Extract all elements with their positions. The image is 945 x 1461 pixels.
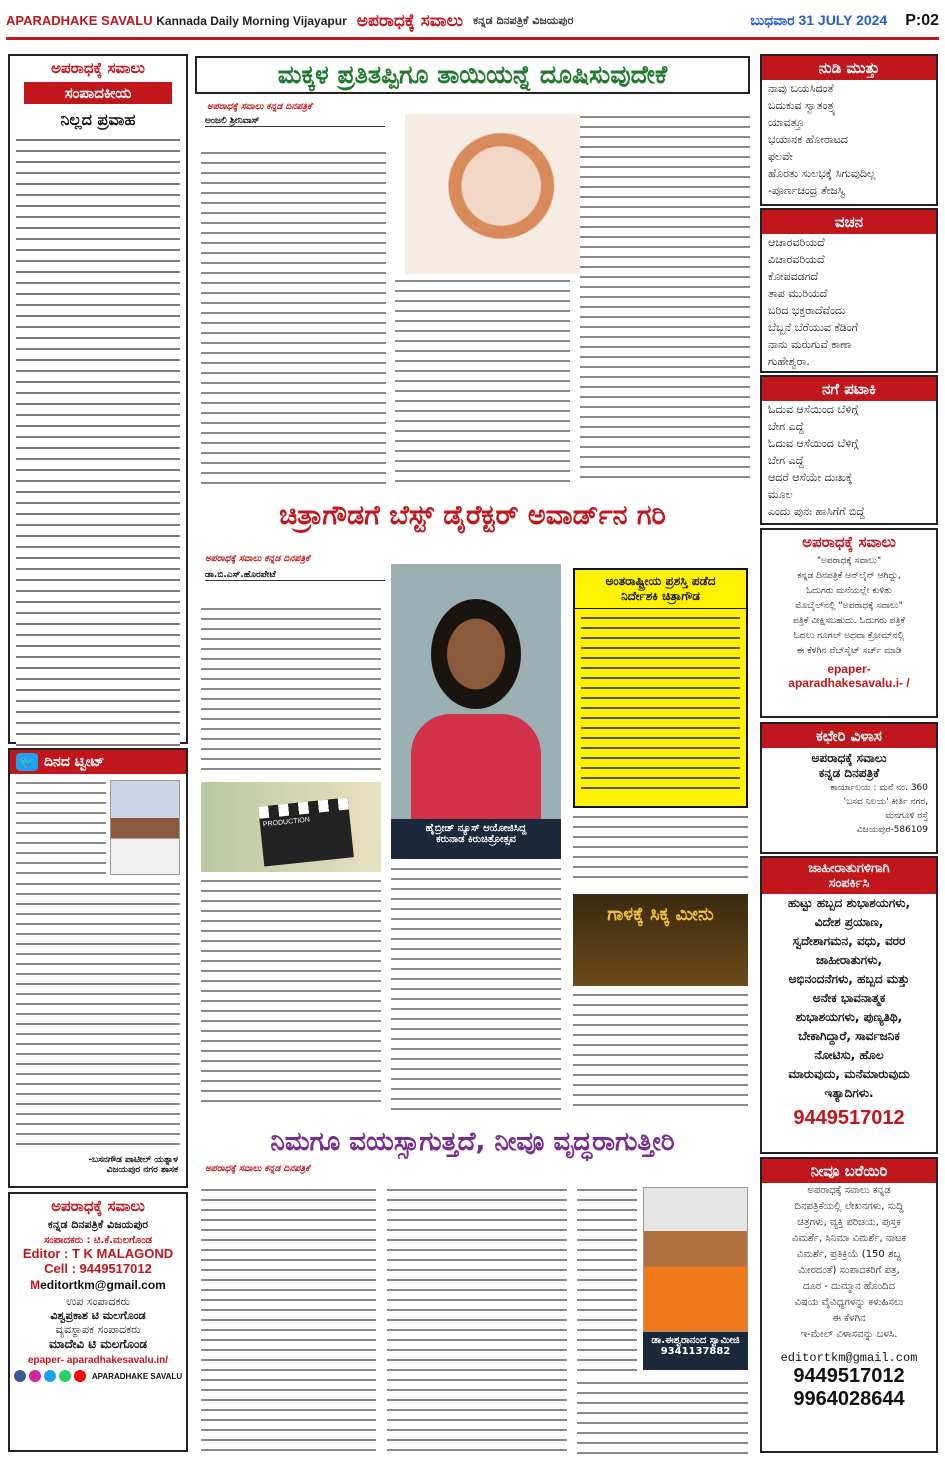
masthead-name: APARADHAKE SAVALU Kannada Daily Morning Vijayapur [6,13,347,28]
article-2-col-1-top [201,606,381,776]
article-1 [195,56,750,486]
joke-line: ಬೇಗ ಎದ್ದೆ [768,454,805,467]
mail-icon: M [30,1278,41,1292]
joke-line: ಆದರೆ ಆಸೆಯೇ ದುಃಖಕ್ಕೆ [768,471,853,484]
editorial-logo: ಅಪರಾಧಕ್ಕೆ ಸವಾಲು [51,59,145,77]
ads-phone[interactable]: 9449517012 [793,1107,905,1129]
instagram-icon[interactable] [29,1370,41,1382]
editorial-box [8,54,188,744]
ads-box [760,856,938,1154]
masthead-date: ಬುಧವಾರ 31 JULY 2024 [750,12,888,28]
chitra-gowda-photo [391,564,561,819]
editor-name-kn: ಸಂಪಾದಕರು : ಟಿ.ಕೆ.ಮಲಗೊಂಡ [43,1235,153,1246]
office-box-header: ಕಛೇರಿ ವಿಳಾಸ [762,724,936,748]
article-3-col-3-top [577,1187,637,1377]
write-line: ಚಿತ್ರಗಳು, ವ್ಯಕ್ತಿ ಪರಿಚಯ, ಪುಸ್ತಕ [797,1217,901,1228]
deputy-editor-label: ಉಪ ಸಂಪಾದಕರು [66,1295,130,1308]
article-1-headline: ಮಕ್ಕಳ ಪ್ರತಿತಪ್ಪಿಗೂ ತಾಯಿಯನ್ನೆ ದೂಷಿಸುವುದೇಕೆ [195,56,750,94]
write-line: ವಿಮರ್ಶೆ, ಸಿನಿಮಾ ವಿಮರ್ಶೆ, ನಾಟಕ [792,1233,906,1244]
whatsapp-icon[interactable] [59,1370,71,1382]
write-line: ಇ-ಮೇಲ್ ವಿಳಾಸವನ್ನು ಬಳಸಿ. [800,1329,898,1340]
tweet-text-body [16,881,180,1151]
promo-line: ಕನ್ನಡ ದಿನಪತ್ರಿಕೆ ಆನ್‌ಲೈನ್ ಆಗಿದ್ದು, [797,571,901,581]
office-line: 'ಬಸವ ನಿಲಯ' ಕೀರ್ತಿ ನಗರ, [843,797,928,807]
vachana-line: ಗುಹೇಶ್ವರಾ. [768,355,810,368]
office-line: ಕಾರ್ಯಾಲಯ : ಮನೆ ನಂ. 360 [830,783,928,793]
promo-line: ಈ ಕೆಳಗಿನ ವೆಬ್‌ಸೈಟ್ ಸರ್ಚ್ ಮಾಡಿ [796,646,902,656]
editor-cell: Cell : 9449517012 [44,1261,152,1276]
ads-line: ಶುಭಾಶಯಗಳು, ಪುಣ್ಯತಿಥಿ, [795,1010,903,1024]
managing-editor-name: ಮಾದೇವಿ ಟಿ ಮಲಗೊಂಡ [48,1337,148,1351]
write-line: ದೂರ - ದುಮ್ಮಾನ ಹೊಂದಿದ [803,1281,895,1292]
ads-line: ಬೇಕಾಗಿದ್ದಾರೆ, ಸಾರ್ವಜನಿಕ [798,1029,900,1043]
office-address-box [760,722,938,854]
editor-box-logo: ಅಪರಾಧಕ್ಕೆ ಸವಾಲು [51,1197,145,1215]
editorial-headline: ನಿಲ್ಲದ ಪ್ರವಾಹ [60,110,136,129]
article-1-col-2 [395,278,570,486]
masthead-logo: ಅಪರಾಧಕ್ಕೆ ಸವಾಲು [356,10,464,31]
quote-box [760,54,938,206]
promo-url-2[interactable]: aparadhakesavalu.i- / [788,676,910,690]
vachana-line: ತಾಪ ಮುರಿಯದೆ [768,287,828,300]
promo-line: "ಅಪರಾಧಕ್ಕೆ ಸವಾಲು" [816,556,882,566]
article-2 [195,496,750,1121]
office-line-2: ಕನ್ನಡ ದಿನಪತ್ರಿಕೆ [818,766,880,780]
vachana-line: ಕೋಪವಡಗದೆ [768,270,819,283]
promo-line: ಪತ್ರಿಕೆ ವೀಕ್ಷಿಸಬಹುದು. ಓದುಗರು ಪತ್ರಿಕೆ [793,616,905,626]
swamiji-caption: ಡಾ.ಈಶ್ವರಾನಂದ ಸ್ವಾಮೀಜಿ 9341137882 [643,1332,748,1370]
social-icons-row [10,1370,186,1382]
tweet-text-top [16,780,106,875]
write-phone-1[interactable]: 9449517012 [793,1365,905,1387]
nudimuttu-line: ಭಯಾನಕ ಹೋರಾಟದ [768,133,848,146]
editorial-body-text [16,136,180,746]
editor-email[interactable]: Meditortkm@gmail.com [30,1278,166,1292]
joke-line: ಓದುವ ಆಸೆಯಿಂದ ಬೆಳಿಗ್ಗೆ [768,437,859,450]
ads-line: ಇತ್ಯಾದಿಗಳು. [824,1086,874,1100]
article-3-col-2 [387,1187,567,1455]
vachana-line: ಆಚಾರವರಿಯದೆ [768,236,825,249]
ads-lines [762,894,936,1103]
article-2-col-1-bottom [201,878,381,1110]
epaper-link[interactable]: epaper- aparadhakesavalu.in/ [27,1355,169,1366]
editor-name-en: Editor : T K MALAGOND [22,1246,174,1261]
tweet-signature: -ಬಸನಗೌಡ ಪಾಟೀಲ್ ಯತ್ನಾಳ ವಿಜಯಪುರ ನಗರ ಶಾಸಕ [88,1155,178,1175]
vachana-line: ವಿಚಾರವರಿಯದೆ [768,253,825,266]
editor-box-subtitle: ಕನ್ನಡ ದಿನಪತ್ರಿಕೆ ವಿಜಯಪುರ [47,1218,149,1231]
promo-line: ಮೊಬೈಲ್‌ನಲ್ಲಿ "ಅಪರಾಧಕ್ಕೆ ಸವಾಲು" [795,601,903,611]
write-lines [762,1183,936,1343]
office-line: ವಿಜಯಪುರ-586109 [856,825,928,835]
office-address [762,781,936,837]
article-3 [195,1125,750,1455]
promo-line: ಓದಲು ಗೂಗಲ್ ಅಥವಾ ಕ್ರೋಮ್‌ನಲ್ಲಿ [793,631,905,641]
ads-line: ವಿದೇಶ ಪ್ರಯಾಣ, [814,915,884,929]
nudimuttu-line: ಬದುಕುವ ಸ್ವಾತಂತ್ರ್ಯ [768,99,836,112]
twitter-icon: 🐦 [16,753,38,771]
promo-lines [762,554,936,659]
write-box-header: ನೀವೂ ಬರೆಯಿರಿ [762,1159,936,1183]
joke-box-header: ನಗೆ ಪಟಾಕಿ [762,377,936,401]
ads-box-header: ಜಾಹೀರಾತುಗಳಿಗಾಗಿ ಸಂಪರ್ಕಿಸಿ [762,858,936,894]
mother-child-illustration [405,114,580,274]
tweet-author-avatar [110,780,180,875]
joke-box [760,375,938,525]
vachana-box [760,208,938,373]
joke-line: ಮೂಲ [768,488,793,501]
nudimuttu-line: ನಾವು ಬಯಸಿದಂತೆ [768,82,834,95]
write-line: ಈ ಕೆಳಗಿನ [832,1313,866,1324]
online-promo-box [760,528,938,718]
article-1-col-1 [201,150,386,486]
facebook-icon[interactable] [14,1370,26,1382]
masthead-subtitle: ಕನ್ನಡ ದಿನಪತ್ರಿಕೆ ವಿಜಯಪುರ [473,13,574,27]
office-line: ಮನಗೂಳಿ ರಸ್ತೆ [885,811,928,821]
article-2-col-2-bottom [391,866,561,1110]
article-2-col-3-bottom [573,992,748,1110]
write-line: ವಿಮರ್ಶೆ, ಪ್ರತಿಕ್ರಿಯೆ (150 ಶಬ್ದ [796,1249,902,1260]
nudimuttu-line: -ಪೂರ್ಣಚಂದ್ರ ತೇಜಸ್ವಿ [768,184,846,197]
article-3-headline: ನಿಮಗೂ ವಯಸ್ಸಾಗುತ್ತದೆ, ನೀವೂ ವೃದ್ಧರಾಗುತ್ತೀರಿ [270,1127,675,1157]
article-1-source: ಅಪರಾಧಕ್ಕೆ ಸವಾಲು ಕನ್ನಡ ದಿನಪತ್ರಿಕೆ [207,102,312,112]
article-2-source: ಅಪರಾಧಕ್ಕೆ ಸವಾಲು ಕನ್ನಡ ದಿನಪತ್ರಿಕೆ [205,554,310,564]
nudimuttu-line: ಯಾವತ್ತೂ [768,116,805,129]
article-2-author: ಡಾ.ಬಿ.ಎಸ್.ಹೊರಪೇಟೆ [205,570,385,581]
twitter-icon[interactable] [44,1370,56,1382]
ads-line: ಹುಟ್ಟು ಹಬ್ಬದ ಶುಭಾಶಯಗಳು, [787,896,911,910]
swamiji-photo [643,1187,748,1332]
nudimuttu-line: ಫಲವೇ [768,150,793,163]
vachana-line: ನಾನು ಮರುಗುವೆ ಕಾಣಾ [768,338,852,351]
ads-line: ನೋಟಿಸು, ಹೊಲ [814,1048,884,1062]
vachana-box-header: ವಚನ [762,210,936,234]
joke-line: ಓದುವ ಆಸೆಯಿಂದ ಬೆಳಿಗ್ಗೆ [768,403,859,416]
write-phone-2[interactable]: 9964028644 [793,1388,905,1410]
highlight-box [573,568,748,808]
deputy-editor-name: ವಿಶ್ವಪ್ರಕಾಶ ಟಿ ಮಲಗೊಂಡ [50,1309,146,1322]
ads-line: ಅಭಿನಂದನೆಗಳು, ಹಬ್ಬದ ಮತ್ತು [788,972,910,986]
article-2-headline: ಚಿತ್ರಾಗೌಡಗೆ ಬೆಸ್ಟ್ ಡೈರೆಕ್ಟರ್ ಅವಾರ್ಡ್‌ನ ಗರಿ [279,500,666,531]
joke-lines [762,401,936,520]
highlight-box-text [581,615,740,795]
vachana-line: ಬರಿದ ಭಕ್ತರಾದೆವೆಂದು [768,304,846,317]
article-3-col-3-bottom [577,1380,748,1455]
write-line: ಮೀರದಂತೆ) ಸಂಪಾದಕರಿಗೆ ಪತ್ರ, [798,1265,900,1276]
joke-line: ಬೇಗ ಎದ್ದೆ [768,420,805,433]
editor-info-box [8,1192,188,1452]
masthead [6,4,939,40]
quote-lines [762,80,936,199]
write-line: ಅಪರಾಧಕ್ಕೆ ಸವಾಲು ಕನ್ನಡ [807,1185,891,1196]
vachana-line: ಬೆಬ್ಬನೆ ಬೆರೆಯುವ ಕೆಡಿಂಗೆ [768,321,858,334]
joke-line: ಎಂದು ಪುನಃ ಹಾಸಿಗೆಗೆ ಬಿದ್ದೆ [768,505,865,518]
youtube-icon[interactable] [74,1370,86,1382]
tweet-header: 🐦 ದಿನದ ಟ್ವೀಟ್ [10,750,186,774]
article-1-col-3 [580,114,750,486]
editorial-section-label: ಸಂಪಾದಕೀಯ [24,82,172,104]
ads-line: ಅನೇಕ ಭಾವನಾತ್ಮಕ [812,991,886,1005]
promo-url-1[interactable]: epaper- [827,662,871,676]
article-1-author: ಅಂಜಲಿ ಶ್ರೀನಿವಾಸ್ [205,116,385,127]
article-3-source: ಅಪರಾಧಕ್ಕೆ ಸವಾಲು ಕನ್ನಡ ದಿನಪತ್ರಿಕೆ [205,1164,310,1174]
vachana-lines [762,234,936,370]
page-number: P:02 [905,11,939,29]
article-2-col-3-mid [573,814,748,884]
write-to-us-box [760,1157,938,1453]
movie-poster: ಗಾಳಕ್ಕೆ ಸಿಕ್ಕ ಮೀನು [573,894,748,986]
social-brand: APARADHAKE SAVALU [91,1371,183,1381]
photo-caption: ಹೈಬ್ರೀಡ್ ನ್ಯೂಸ್ ಆಯೋಜಿಸಿದ್ದ ಕರುನಾಡ ಕಿರುಚಿತ್ರೋತ್ಸವ [391,819,561,859]
write-line: ದಿನಪತ್ರಿಕೆಯಲ್ಲಿ ಲೇಖನಗಳು, ಸುದ್ದಿ [794,1201,904,1212]
promo-line: ಓದುಗರು ಮನೆಯಲ್ಲೇ ಕುಳಿತು [806,586,892,596]
ads-line: ಮಾರುವುದು, ಮನೆಮಾರುವುದು [788,1067,910,1081]
clapperboard-image: PRODUCTION [201,782,381,872]
highlight-box-title: ಅಂತರಾಷ್ಟ್ರೀಯ ಪ್ರಶಸ್ತಿ ಪಡೆದ ನಿರ್ದೇಶಕಿ ಚಿತ್ರಾಗೌಡ [575,570,746,609]
ads-line: ಜಾಹೀರಾತುಗಳು, [815,953,883,967]
ads-line: ಸ್ವದೇಶಾಗಮನ, ವಧು, ವರರ [792,934,906,948]
office-line-1: ಅಪರಾಧಕ್ಕೆ ಸವಾಲು [811,751,887,765]
write-line: ವಿಷಯ ವೈವಿಧ್ಯಗಳನ್ನು ಕಳುಹಿಸಲು [794,1297,904,1308]
nudimuttu-line: ಹೊರತು ಸುಲಭಕ್ಕೆ ಸಿಗುವುದಿಲ್ಲ [768,167,876,180]
write-email[interactable]: editortkm@gmail.com [780,1351,918,1365]
article-3-col-1 [201,1187,376,1455]
tweet-box [8,748,188,1188]
promo-logo: ಅಪರಾಧಕ್ಕೆ ಸವಾಲು [802,533,896,551]
managing-editor-label: ವ್ಯವಸ್ಥಾಪಕ ಸಂಪಾದಕರು [55,1323,141,1336]
quote-box-header: ನುಡಿ ಮುತ್ತು [762,56,936,80]
